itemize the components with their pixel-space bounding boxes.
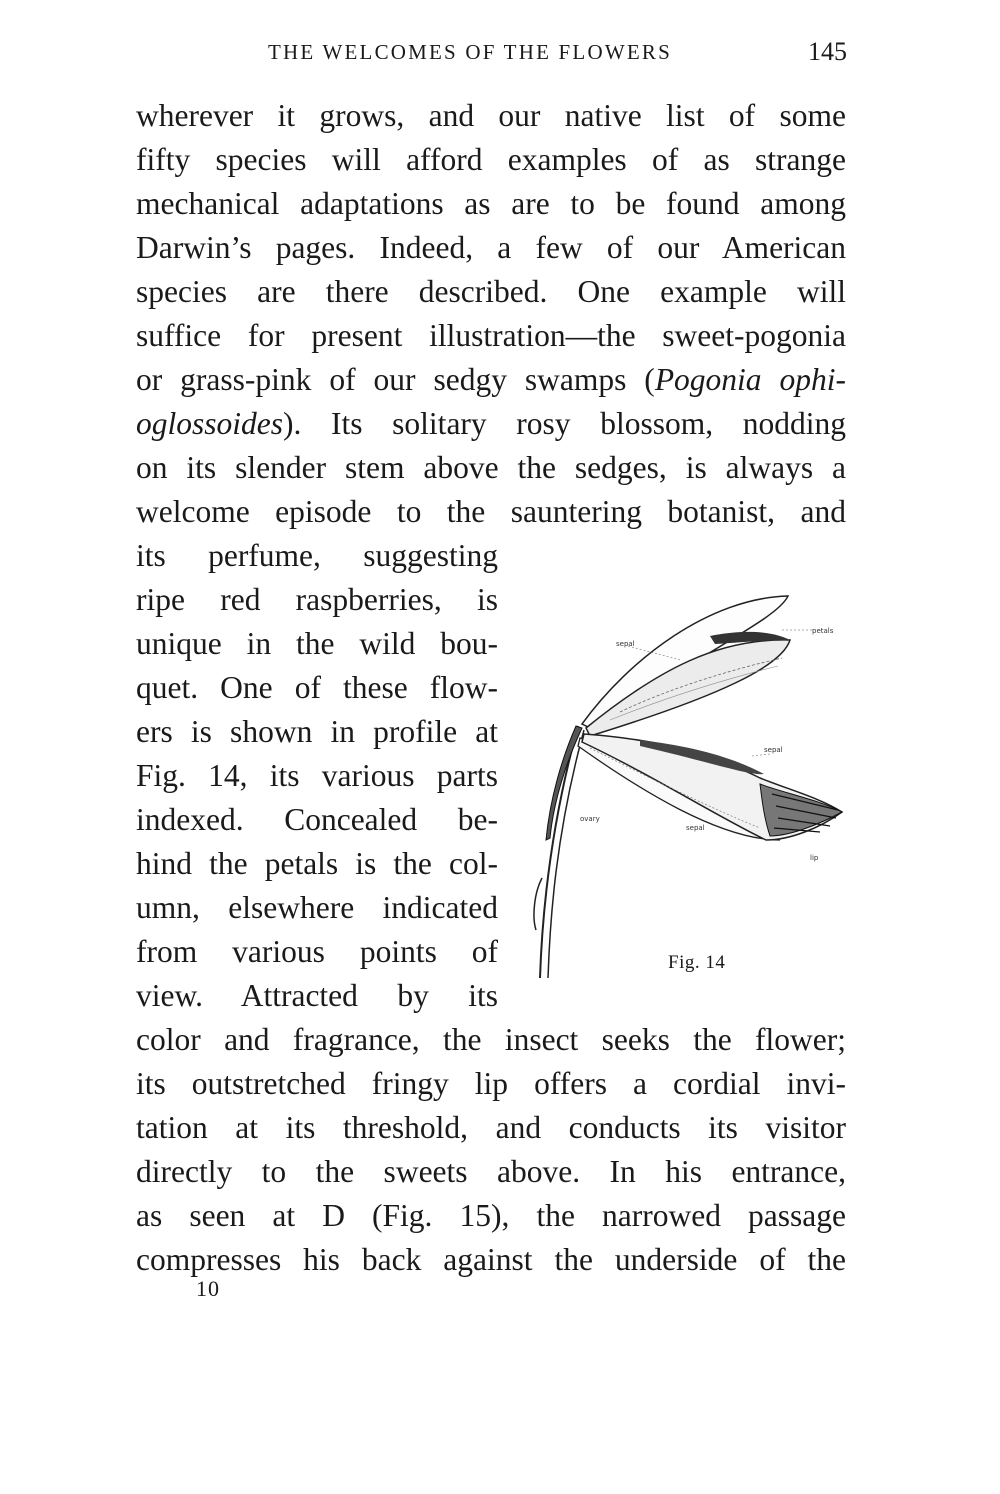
text-line: tation at its threshold, and conducts its visitor: [136, 1110, 846, 1145]
text-line-narrow: ripe red raspberries, is: [136, 582, 498, 617]
text-line-narrow: quet. One of these flow-: [136, 670, 498, 705]
running-head-title: THE WELCOMES OF THE FLOWERS: [268, 40, 672, 64]
text-line: fifty species will afford examples of as strange: [136, 142, 846, 177]
text-segment: ). Its solitary rosy blossom, nodding: [283, 406, 846, 441]
label-lip: lip: [810, 854, 819, 862]
text-line: mechanical adaptations as are to be found among: [136, 186, 846, 221]
running-header: [0, 37, 1000, 74]
text-line: directly to the sweets above. In his entrance,: [136, 1154, 846, 1189]
figure-caption: Fig. 14: [668, 952, 726, 973]
text-line-narrow: its perfume, suggesting: [136, 538, 498, 573]
text-line: compresses his back against the underside of the: [136, 1242, 846, 1277]
text-line-narrow: Fig. 14, its various parts: [136, 758, 498, 793]
text-line: as seen at D (Fig. 15), the narrowed passage: [136, 1198, 846, 1233]
text-line: its outstretched fringy lip offers a cordial invi-: [136, 1066, 846, 1101]
text-line: species are there described. One example will: [136, 274, 846, 309]
label-ovary: ovary: [580, 815, 600, 823]
text-line: Darwin’s pages. Indeed, a few of our American: [136, 230, 846, 265]
text-line: suffice for present illustration—the sweet-pogonia: [136, 318, 846, 353]
label-sepal-lower: sepal: [686, 824, 705, 832]
text-line-narrow: from various points of: [136, 934, 498, 969]
text-line-narrow: view. Attracted by its: [136, 978, 498, 1013]
species-name-italic: Pogonia ophi-: [654, 362, 846, 397]
text-line: on its slender stem above the sedges, is always a: [136, 450, 846, 485]
text-line: welcome episode to the sauntering botanist, and: [136, 494, 846, 529]
label-petals: petals: [812, 627, 834, 635]
text-segment: or grass-pink of our sedgy swamps (: [136, 362, 655, 397]
text-line: wherever it grows, and our native list of some: [136, 98, 846, 133]
signature-mark: 10: [196, 1276, 220, 1301]
species-name-italic: oglossoides: [136, 406, 284, 441]
page-number: 145: [808, 37, 847, 66]
text-line: color and fragrance, the insect seeks the flower;: [136, 1022, 846, 1057]
label-sepal-right: sepal: [764, 746, 783, 754]
figure-14: [520, 578, 850, 988]
text-line-with-italic: [136, 402, 846, 446]
text-line-narrow: umn, elsewhere indicated: [136, 890, 498, 925]
text-line-with-italic: [136, 358, 846, 402]
text-line-narrow: hind the petals is the col-: [136, 846, 498, 881]
text-line-narrow: unique in the wild bou-: [136, 626, 498, 661]
orchid-illustration: [520, 578, 850, 988]
text-line-narrow: ers is shown in profile at: [136, 714, 498, 749]
text-line-narrow: indexed. Concealed be-: [136, 802, 498, 837]
label-sepal-top: sepal: [616, 640, 635, 648]
